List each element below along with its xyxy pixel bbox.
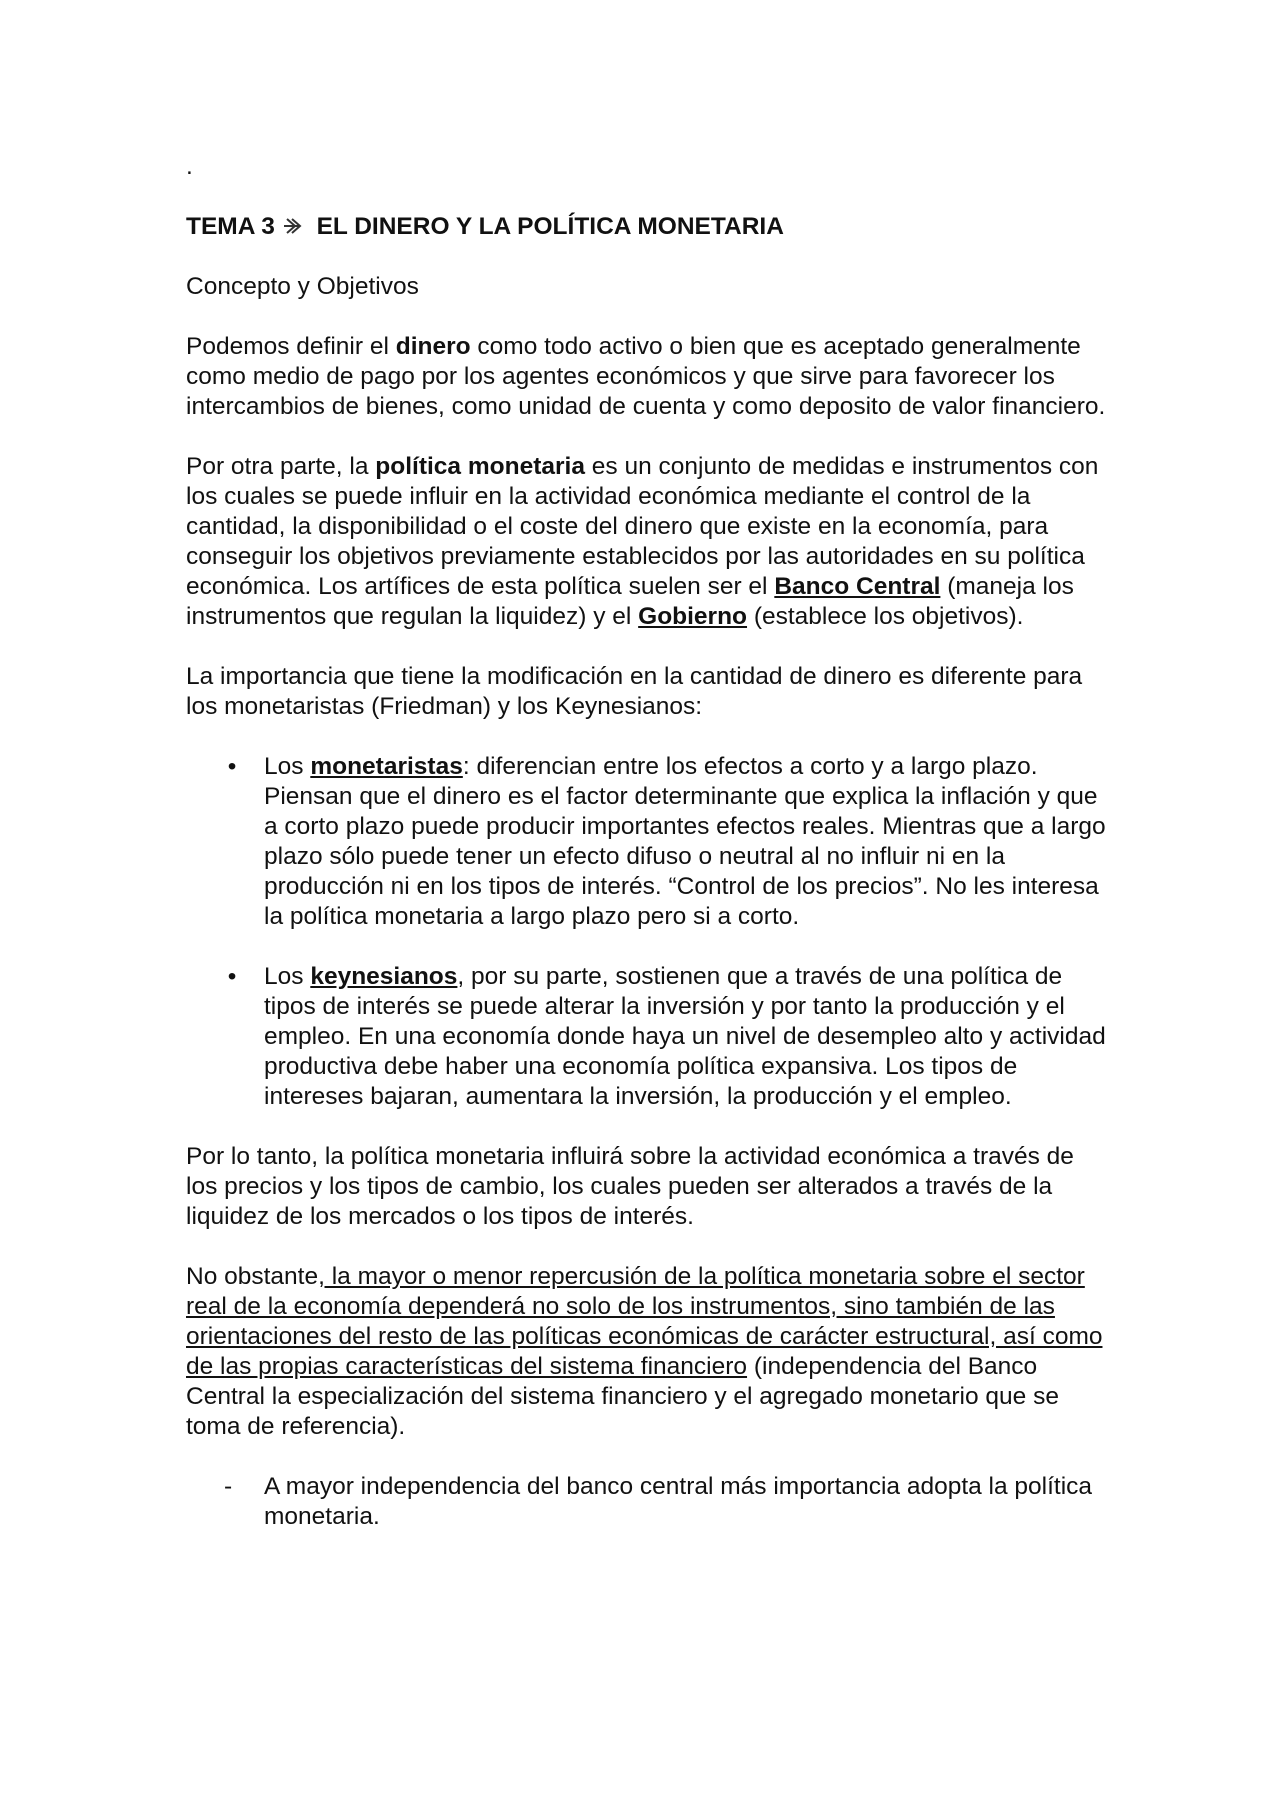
- bullet-icon: •: [227, 963, 237, 990]
- term-monetaristas: monetaristas: [310, 753, 463, 780]
- bullet2-text-2: , por su parte, sostienen que a través de una política de tipos de interés se puede alterar la inversión y por tanto la producción y el empleo. En una economía donde haya un nivel de desempleo alto y actividad productiva debe haber una economía política expansiva. Los tipos de intereses bajaran, aumentara la inversión, la producción y el empleo.: [264, 963, 1106, 1110]
- term-banco-central: Banco Central: [774, 573, 941, 600]
- section-subtitle: Concepto y Objetivos: [186, 273, 419, 300]
- term-keynesianos: keynesianos: [310, 963, 458, 990]
- para5-text-1: No obstante: [186, 1263, 319, 1290]
- title-prefix: TEMA 3: [186, 213, 275, 240]
- term-gobierno: Gobierno: [638, 603, 748, 630]
- double-arrow-right-icon: [282, 216, 308, 236]
- para1-text-2: como todo activo o bien que es aceptado generalmente como medio de pago por los agentes económicos y que sirve para favorecer los intercambios de bienes, como unidad de cuenta y como deposito de valor financiero.: [186, 333, 1106, 420]
- term-dinero: dinero: [395, 333, 471, 360]
- paragraph-dinero: [186, 332, 1106, 422]
- para2-text-1: Por otra parte, la: [186, 453, 376, 480]
- bullet1-text-2: : diferencian entre los efectos a corto y a largo plazo. Piensan que el dinero es el factor determinante que explica la inflación y que a corto plazo puede producir importantes efectos reales. Mientras que a largo plazo sólo puede tener un efecto difuso o neutral al no influir ni en la producción ni en los tipos de interés. “Control de los precios”. No les interesa la política monetaria a largo plazo pero si a corto.: [264, 753, 1106, 930]
- bullet2-text-1: Los: [264, 963, 311, 990]
- list-item-independencia: [186, 1472, 1106, 1532]
- dash-icon: -: [224, 1473, 233, 1500]
- list-item-keynesianos: [186, 962, 1106, 1112]
- bullet-list: [186, 752, 1106, 1112]
- leading-mark: .: [186, 153, 193, 180]
- dash1-text: A mayor independencia del banco central más importancia adopta la política monetaria.: [264, 1473, 1093, 1530]
- para2-text-2: es un conjunto de medidas e instrumentos con los cuales se puede influir en la actividad económica mediante el control de la cantidad, la disponibilidad o el coste del dinero que existe en la economía, para conseguir los objetivos previamente establecidos por las autoridades en su política económica. Los artífices de esta política suelen ser el: [186, 453, 1099, 600]
- para5-underlined-text: , la mayor o menor repercusión de la política monetaria sobre el sector real de la economía dependerá no solo de los instrumentos, sino también de las orientaciones del resto de las políticas económicas de carácter estructural, así como de las propias características del sistema financiero: [186, 1263, 1103, 1380]
- paragraph-importancia: La importancia que tiene la modificación en la cantidad de dinero es diferente para los monetaristas (Friedman) y los Keynesianos:: [186, 663, 1083, 720]
- list-item-monetaristas: [186, 752, 1106, 932]
- para5-text-2: (independencia del Banco Central la especialización del sistema financiero y el agregado monetario que se toma de referencia).: [186, 1353, 1059, 1440]
- page-title: [186, 212, 1106, 242]
- term-politica-monetaria: política monetaria: [375, 453, 585, 480]
- para1-text-1: Podemos definir el: [186, 333, 396, 360]
- bullet1-text-1: Los: [264, 753, 311, 780]
- para2-text-3: (maneja los instrumentos que regulan la liquidez) y el: [186, 573, 1074, 630]
- dash-list: [186, 1472, 1106, 1532]
- document-page: [186, 152, 1106, 1532]
- title-text: EL DINERO Y LA POLÍTICA MONETARIA: [316, 213, 784, 240]
- para2-text-4: (establece los objetivos).: [747, 603, 1024, 630]
- paragraph-no-obstante: [186, 1262, 1106, 1442]
- paragraph-conclusion: Por lo tanto, la política monetaria influirá sobre la actividad económica a través de los precios y los tipos de cambio, los cuales pueden ser alterados a través de la liquidez de los mercados o los tipos de interés.: [186, 1143, 1074, 1230]
- paragraph-politica-monetaria: [186, 452, 1106, 632]
- bullet-icon: •: [227, 753, 237, 780]
